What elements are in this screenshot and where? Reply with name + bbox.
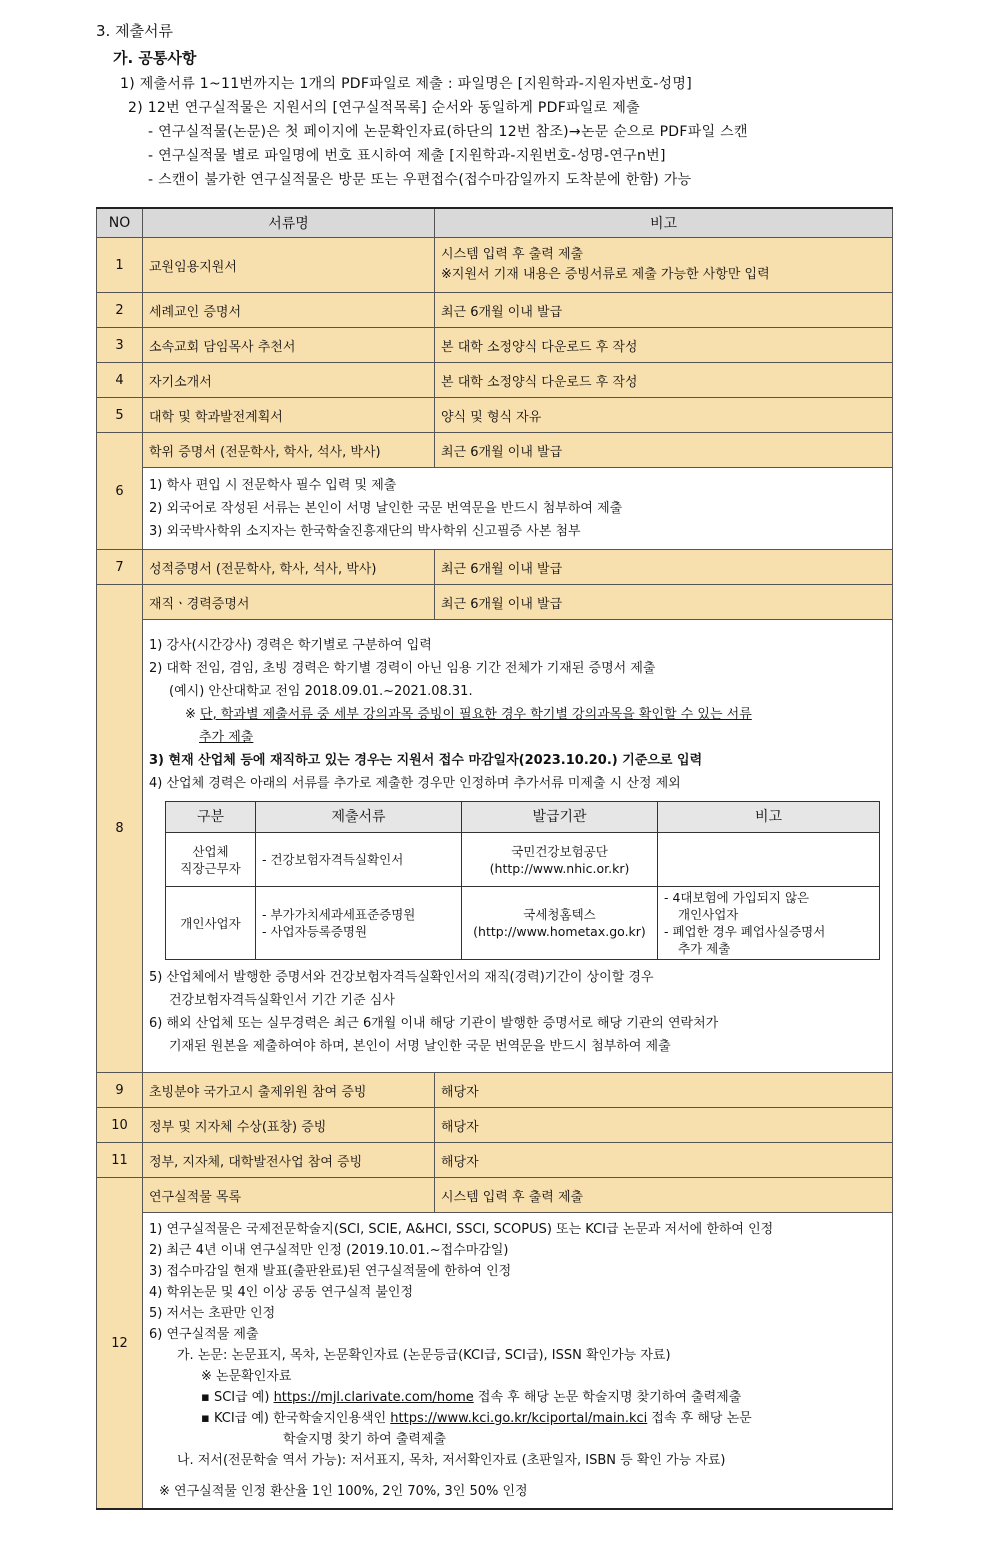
- industry-docs-table: [165, 801, 880, 960]
- header-note: 비고: [435, 208, 893, 238]
- detail-line: 1) 연구실적물은 국제전문학술지(SCI, SCIE, A&HCI, SSCI, SCOPUS) 또는 KCI급 논문과 저서에 한하여 인정: [149, 1222, 774, 1237]
- detail-line: 2) 대학 전임, 겸임, 초빙 경력은 학기별 경력이 아닌 임용 기간 전체가 기재된 증명서 제출: [149, 661, 656, 676]
- row-note: 최근 6개월 이내 발급: [435, 433, 893, 468]
- detail-line: 1) 학사 편입 시 전문학사 필수 입력 및 제출: [149, 478, 397, 493]
- row-name: 재직ㆍ경력증명서: [143, 585, 435, 620]
- row-name: 소속교회 담임목사 추천서: [143, 328, 435, 363]
- intro-item: 2) 12번 연구실적물은 지원서의 [연구실적목록] 순서와 동일하게 PDF파일로 제출: [128, 100, 640, 116]
- table-row: [97, 363, 893, 398]
- detail-text: 접속 후 해당 논문 학술지명 찾기하여 출력제출: [473, 1390, 742, 1405]
- row-name: 대학 및 학과발전계획서: [143, 398, 435, 433]
- row-name: 성적증명서 (전문학사, 학사, 석사, 박사): [143, 550, 435, 585]
- detail-line: 건강보험자격득실확인서 기간 기준 심사: [169, 993, 395, 1008]
- table-row: [97, 1073, 893, 1108]
- row-note: 해당자: [435, 1108, 893, 1143]
- sub-header: 비고: [658, 802, 880, 833]
- detail-line: ※ 연구실적물 인정 환산율 1인 100%, 2인 70%, 3인 50% 인정: [159, 1484, 528, 1499]
- row-no: 3: [97, 328, 143, 363]
- row-note: 양식 및 형식 자유: [435, 398, 893, 433]
- detail-line: [149, 1387, 886, 1408]
- sub-header: 제출서류: [256, 802, 462, 833]
- table-row-detail: [97, 620, 893, 1073]
- detail-line: 기재된 원본을 제출하여야 하며, 본인이 서명 날인한 국문 번역문을 반드시 첨부하여 제출: [169, 1039, 671, 1054]
- sub-issuer: [462, 833, 658, 887]
- row-no: 9: [97, 1073, 143, 1108]
- kci-link[interactable]: https://www.kci.go.kr/kciportal/main.kci: [390, 1411, 648, 1426]
- note-mark: ※: [185, 707, 196, 722]
- row-note: [435, 238, 893, 293]
- row-name: 정부 및 지자체 수상(표창) 증빙: [143, 1108, 435, 1143]
- detail-line: [149, 703, 886, 726]
- table-row: [97, 433, 893, 468]
- issuer-url: (http://www.nhic.or.kr): [489, 860, 630, 876]
- sub-header: 발급기관: [462, 802, 658, 833]
- detail-line: 학술지명 찾기 하여 출력제출: [283, 1432, 447, 1447]
- row-name: 정부, 지자체, 대학발전사업 참여 증빙: [143, 1143, 435, 1178]
- table-row: [97, 585, 893, 620]
- row-note: 본 대학 소정양식 다운로드 후 작성: [435, 363, 893, 398]
- header-name: 서류명: [143, 208, 435, 238]
- row-name: 세례교인 증명서: [143, 293, 435, 328]
- row-no: 1: [97, 238, 143, 293]
- row-no: 11: [97, 1143, 143, 1178]
- note-line: 추가 제출: [678, 941, 731, 956]
- note-line: ※지원서 기재 내용은 증빙서류로 제출 가능한 사항만 입력: [441, 267, 770, 282]
- sub-note: [658, 887, 880, 960]
- row-name: 초빙분야 국가고시 출제위원 참여 증빙: [143, 1073, 435, 1108]
- detail-line: 6) 연구실적물 제출: [149, 1327, 259, 1342]
- doc-line: - 부가가치세과세표준증명원: [262, 907, 416, 922]
- row-no: 12: [97, 1178, 143, 1510]
- sub-type: [166, 833, 256, 887]
- row-no: 5: [97, 398, 143, 433]
- row-note: 본 대학 소정양식 다운로드 후 작성: [435, 328, 893, 363]
- note-line: 개인사업자: [678, 907, 739, 922]
- row-note: 최근 6개월 이내 발급: [435, 550, 893, 585]
- table-row-detail: [97, 1213, 893, 1510]
- row-no: 10: [97, 1108, 143, 1143]
- clarivate-link[interactable]: https://mjl.clarivate.com/home: [273, 1390, 474, 1405]
- detail-line: 1) 강사(시간강사) 경력은 학기별로 구분하여 입력: [149, 638, 432, 653]
- row-note: 최근 6개월 이내 발급: [435, 293, 893, 328]
- detail-underlined: 단, 학과별 제출서류 중 세부 강의과목 증빙이 필요한 경우 학기별 강의과목을 확인할 수 있는 서류: [200, 707, 752, 722]
- detail-line: 가. 논문: 논문표지, 목차, 논문확인자료 (논문등급(KCI급, SCI급), ISSN 확인가능 자료): [177, 1348, 671, 1363]
- table-header-row: [97, 208, 893, 238]
- row-detail: [143, 468, 893, 550]
- detail-text: ▪ KCI급 예) 한국학술지인용색인: [201, 1411, 391, 1426]
- detail-line: 5) 산업체에서 발행한 증명서와 건강보험자격득실확인서의 재직(경력)기간이 상이할 경우: [149, 970, 654, 985]
- detail-line: 4) 산업체 경력은 아래의 서류를 추가로 제출한 경우만 인정하며 추가서류 미제출 시 산정 제외: [149, 776, 681, 791]
- table-row: [97, 1143, 893, 1178]
- sub-header-row: [166, 802, 880, 833]
- detail-text: ▪ SCI급 예): [201, 1390, 274, 1405]
- sub-type-line: 산업체: [192, 843, 229, 859]
- row-detail: [143, 1213, 893, 1510]
- sub-heading: 가. 공통사항: [113, 49, 197, 67]
- table-row: [97, 550, 893, 585]
- note-line: 시스템 입력 후 출력 제출: [441, 247, 584, 262]
- intro-list: [120, 72, 990, 192]
- sub-row: [166, 887, 880, 960]
- row-no: 2: [97, 293, 143, 328]
- detail-line: 추가 제출: [199, 730, 254, 745]
- row-no: 8: [97, 585, 143, 1073]
- row-note: 해당자: [435, 1073, 893, 1108]
- documents-table: [96, 207, 893, 1510]
- sub-note: [658, 833, 880, 887]
- table-row: [97, 1178, 893, 1213]
- intro-item: - 연구실적물 별로 파일명에 번호 표시하여 제출 [지원학과-지원번호-성명-연구n번]: [148, 148, 666, 164]
- row-detail: [143, 620, 893, 1073]
- table-row: [97, 328, 893, 363]
- detail-text: 접속 후 해당 논문: [647, 1411, 752, 1426]
- detail-line: [149, 1408, 886, 1429]
- detail-line: 2) 외국어로 작성된 서류는 본인이 서명 날인한 국문 번역문을 반드시 첨부하여 제출: [149, 501, 623, 516]
- intro-item: - 연구실적물(논문)은 첫 페이지에 논문확인자료(하단의 12번 참조)→논문 순으로 PDF파일 스캔: [148, 124, 748, 140]
- row-no: 6: [97, 433, 143, 550]
- detail-line: ※ 논문확인자료: [201, 1369, 292, 1384]
- sub-row: [166, 833, 880, 887]
- detail-line: 5) 저서는 초판만 인정: [149, 1306, 276, 1321]
- sub-header: 구분: [166, 802, 256, 833]
- issuer-url: (http://www.hometax.go.kr): [473, 924, 646, 939]
- header-no: NO: [97, 208, 143, 238]
- issuer-name: 국세청홈텍스: [523, 907, 596, 922]
- row-note: 시스템 입력 후 출력 제출: [435, 1178, 893, 1213]
- spacer: [149, 1471, 886, 1481]
- table-row: [97, 238, 893, 293]
- detail-line: 나. 저서(전문학술 역서 가능): 저서표지, 목차, 저서확인자료 (초판일자, ISBN 등 확인 가능 자료): [177, 1453, 726, 1468]
- intro-item: - 스캔이 불가한 연구실적물은 방문 또는 우편접수(접수마감일까지 도착분에 한함) 가능: [148, 172, 692, 188]
- row-note: 해당자: [435, 1143, 893, 1178]
- table-row: [97, 1108, 893, 1143]
- note-line: - 4대보험에 가입되지 않은: [664, 890, 810, 905]
- detail-line: 4) 학위논문 및 4인 이상 공동 연구실적 불인정: [149, 1285, 414, 1300]
- detail-line: (예시) 안산대학교 전임 2018.09.01.~2021.08.31.: [169, 684, 473, 699]
- sub-docs: [256, 887, 462, 960]
- issuer-name: 국민건강보험공단: [511, 843, 608, 859]
- sub-type: 개인사업자: [166, 887, 256, 960]
- detail-line: 3) 접수마감일 현재 발표(출판완료)된 연구실적물에 한하여 인정: [149, 1264, 512, 1279]
- table-row: [97, 398, 893, 433]
- sub-docs: - 건강보험자격득실확인서: [256, 833, 462, 887]
- table-row: [97, 293, 893, 328]
- sub-type-line: 직장근무자: [180, 860, 241, 876]
- row-name: 자기소개서: [143, 363, 435, 398]
- row-name: 연구실적물 목록: [143, 1178, 435, 1213]
- row-name: 학위 증명서 (전문학사, 학사, 석사, 박사): [143, 433, 435, 468]
- detail-line: 3) 외국박사학위 소지자는 한국학술진흥재단의 박사학위 신고필증 사본 첨부: [149, 524, 581, 539]
- detail-line: 2) 최근 4년 이내 연구실적만 인정 (2019.10.01.~접수마감일): [149, 1243, 509, 1258]
- doc-line: - 사업자등록증명원: [262, 924, 368, 939]
- detail-line-bold: 3) 현재 산업체 등에 재직하고 있는 경우는 지원서 접수 마감일자(2023.10.20.) 기준으로 입력: [149, 753, 703, 768]
- intro-item: 1) 제출서류 1~11번까지는 1개의 PDF파일로 제출 : 파일명은 [지원학과-지원자번호-성명]: [120, 76, 692, 92]
- section-heading: 3. 제출서류: [96, 22, 174, 40]
- row-name: 교원임용지원서: [143, 238, 435, 293]
- note-line: - 폐업한 경우 폐업사실증명서: [664, 924, 826, 939]
- table-row-detail: [97, 468, 893, 550]
- sub-issuer: [462, 887, 658, 960]
- row-no: 7: [97, 550, 143, 585]
- row-note: 최근 6개월 이내 발급: [435, 585, 893, 620]
- row-no: 4: [97, 363, 143, 398]
- detail-line: 6) 해외 산업체 또는 실무경력은 최근 6개월 이내 해당 기관이 발행한 증명서로 해당 기관의 연락처가: [149, 1016, 719, 1031]
